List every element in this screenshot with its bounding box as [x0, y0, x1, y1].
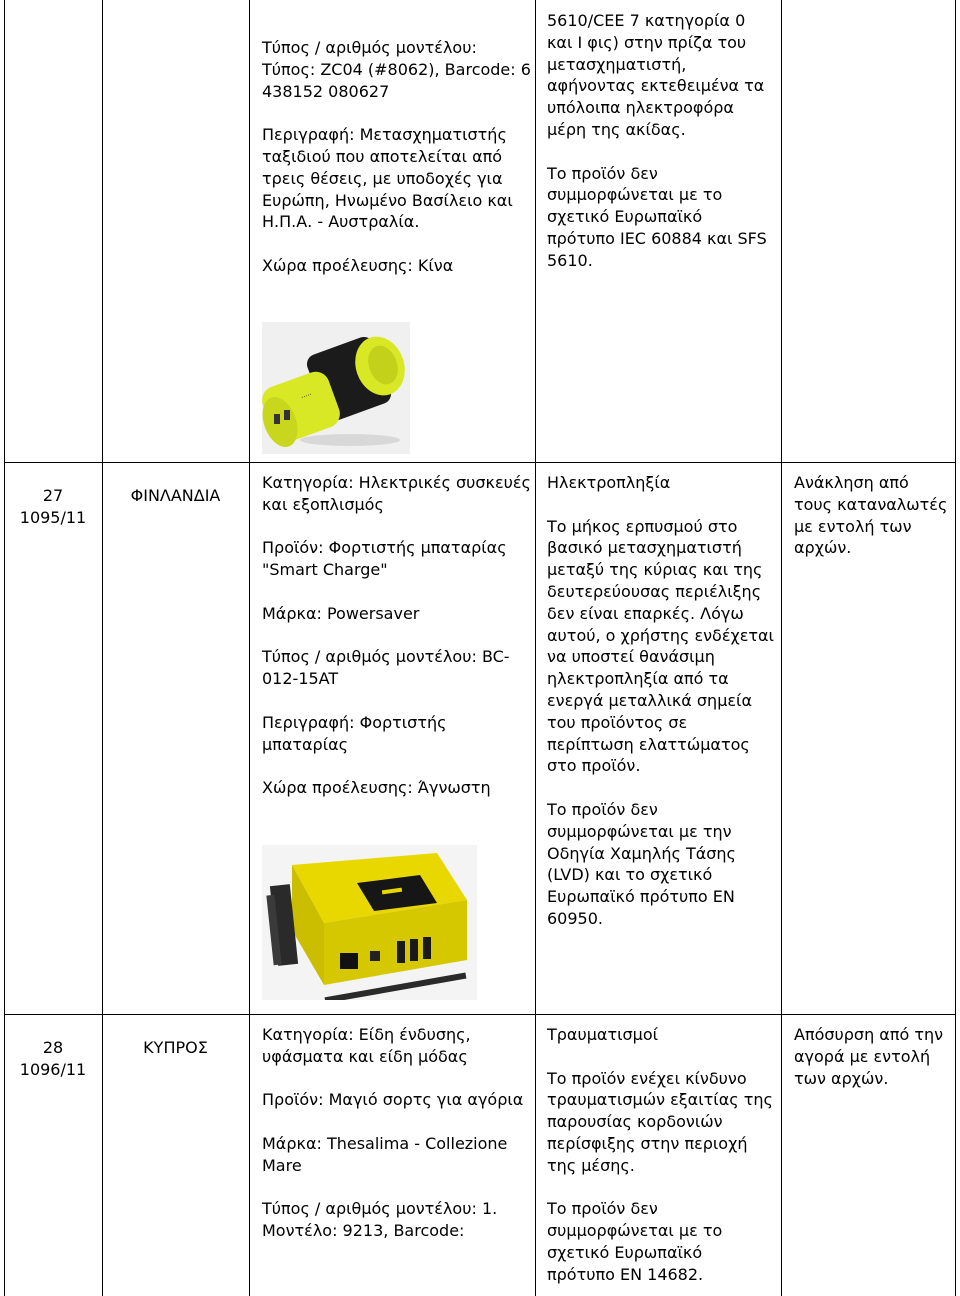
table-col-divider-4	[781, 0, 782, 1296]
row28-measures: Απόσυρση από την αγορά με εντολή των αρχών.	[794, 1025, 944, 1088]
row27-measures-cell	[794, 472, 949, 559]
prev-risk-paragraph: 5610/CEE 7 κατηγορία 0 και I φις) στην πρίζα του μετασχηματιστή, αφήνοντας εκτεθειμένα τα υπόλοιπα ηλεκτροφόρα μέρη της ακίδας.	[547, 11, 765, 139]
row27-product-paragraph: Κατηγορία: Ηλεκτρικές συσκευές και εξοπλισμός	[262, 473, 531, 514]
row27-product-paragraph: Χώρα προέλευσης: Άγνωστη	[262, 778, 491, 798]
row28-product-paragraph: Μάρκα: Thesalima - Collezione Mare	[262, 1133, 508, 1175]
row27-country-cell	[102, 485, 249, 507]
row27-reference: 1095/11	[19, 507, 87, 527]
row28-risk-paragraph: Τραυματισμοί	[547, 1025, 659, 1044]
table-border-left	[4, 0, 5, 1296]
row27-measures: Ανάκληση από τους καταναλωτές με εντολή των αρχών.	[794, 473, 948, 558]
row28-product-cell	[262, 1024, 532, 1242]
row28-country-cell	[102, 1037, 249, 1059]
row28-country: ΚΥΠΡΟΣ	[143, 1038, 208, 1057]
table-col-divider-2	[249, 0, 250, 1296]
row28-risk-paragraph: Το προϊόν ενέχει κίνδυνο τραυματισμών εξαιτίας της παρουσίας κορδονιών περίσφιξης στην περιοχή της μέσης.	[547, 1068, 773, 1175]
row27-risk-paragraph: Το προϊόν δεν συμμορφώνεται με την Οδηγία Χαμηλής Τάσης (LVD) και το σχετικό Ευρωπαϊκό πρότυπο EN 60950.	[547, 799, 736, 928]
row28-product-paragraph: Τύπος / αριθμός μοντέλου: 1. Μοντέλο: 9213, Barcode:	[262, 1199, 498, 1241]
row-divider-26-27	[4, 462, 956, 463]
table-border-right	[955, 0, 956, 1296]
prev-risk-cell	[547, 10, 769, 272]
row27-number: 27	[42, 486, 64, 505]
row27-risk-cell	[547, 472, 775, 930]
row27-product-paragraph: Περιγραφή: Φορτιστής μπαταρίας	[262, 712, 447, 754]
row28-product-paragraph: Κατηγορία: Είδη ένδυσης, υφάσματα και είδη μόδας	[262, 1025, 471, 1066]
row27-product-paragraph: Μάρκα: Powersaver	[262, 603, 420, 623]
travel-adapter-photo	[262, 322, 410, 454]
row27-risk-paragraph: Ηλεκτροπληξία	[547, 473, 671, 492]
row27-product-cell	[262, 472, 532, 799]
row27-country: ΦΙΝΛΑΝΔΙΑ	[130, 486, 221, 505]
prev-product-paragraph: Περιγραφή: Μετασχηματιστής ταξιδιού που αποτελείται από τρεις θέσεις, με υποδοχές για Ευρώπη, Ηνωμένο Βασίλειο και Η.Π.Α. - Αυστραλία.	[262, 125, 513, 232]
row28-product-paragraph: Προϊόν: Μαγιό σορτς για αγόρια	[262, 1090, 524, 1110]
row28-number: 28	[42, 1038, 64, 1057]
prev-product-cell	[262, 37, 532, 277]
row28-measures-cell	[794, 1024, 949, 1089]
prev-product-paragraph: Χώρα προέλευσης: Κίνα	[262, 255, 454, 275]
row27-risk-paragraph: Το μήκος ερπυσμού στο βασικό μετασχηματιστή μεταξύ της κύριας και της δευτερεύουσας περιέλιξης δεν είναι επαρκές. Λόγω αυτού, ο χρήστης ενδέχεται να υποστεί θανάσιμη ηλεκτροπληξία από τα ενεργά μεταλλικά σημεία του προϊόντος σε περίπτωση ελαττώματος στο προϊόν.	[547, 516, 774, 776]
row27-id-cell	[4, 485, 102, 529]
svg-text:·····: ·····	[299, 390, 314, 402]
row27-product-paragraph: Προϊόν: Φορτιστής μπαταρίας "Smart Charge"	[262, 538, 507, 580]
row28-reference: 1096/11	[19, 1059, 87, 1079]
prev-product-paragraph: Τύπος / αριθμός μοντέλου: Τύπος: ZC04 (#8062), Barcode: 6 438152 080627	[262, 38, 531, 101]
table-col-divider-1	[102, 0, 103, 1296]
row28-risk-cell	[547, 1024, 775, 1286]
row27-product-paragraph: Τύπος / αριθμός μοντέλου: BC-012-15AT	[262, 647, 510, 689]
table-col-divider-3	[535, 0, 536, 1296]
row28-risk-paragraph: Το προϊόν δεν συμμορφώνεται με το σχετικό Ευρωπαϊκό πρότυπο EN 14682.	[547, 1199, 723, 1284]
row28-id-cell	[4, 1037, 102, 1081]
battery-charger-photo	[262, 845, 477, 1000]
row-divider-27-28	[4, 1014, 956, 1015]
prev-risk-paragraph: Το προϊόν δεν συμμορφώνεται με το σχετικό Ευρωπαϊκό πρότυπο IEC 60884 και SFS 5610.	[547, 163, 767, 270]
